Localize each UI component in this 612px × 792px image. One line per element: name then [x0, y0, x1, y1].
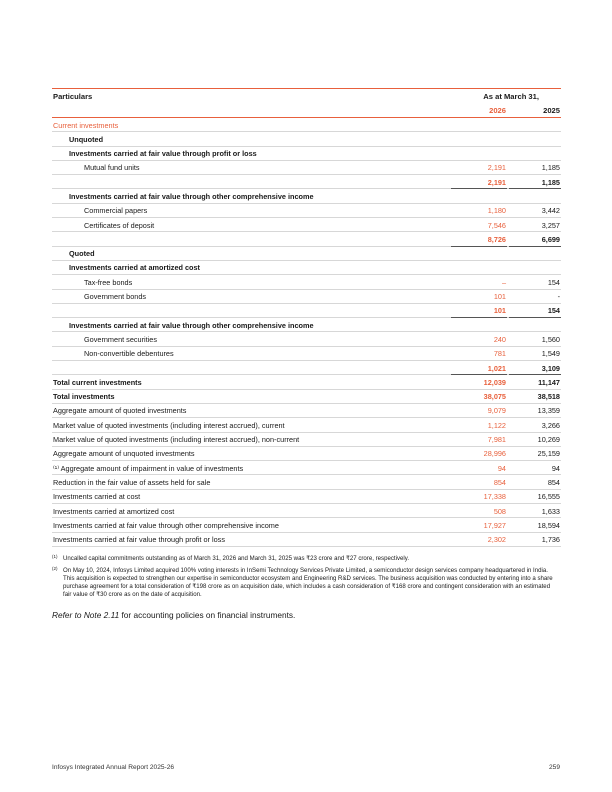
value-2025: 154	[547, 277, 560, 287]
row-label: Commercial papers	[84, 206, 148, 216]
value-2026: 2,191	[487, 177, 506, 187]
year-header-row	[52, 104, 561, 118]
value-2025: 10,269	[537, 435, 560, 445]
table-row	[52, 147, 561, 161]
table-row	[52, 490, 561, 504]
row-label: Market value of quoted investments (including interest accrued), current	[53, 420, 285, 430]
value-2025: 1,549	[541, 349, 560, 359]
value-2026: 240	[493, 334, 506, 344]
table-row	[52, 504, 561, 518]
subtotal-row	[52, 175, 561, 189]
value-2025: 1,633	[541, 506, 560, 516]
row-label: Investments carried at amortized cost	[69, 263, 200, 273]
value-2025: 3,266	[541, 420, 560, 430]
table-row	[52, 275, 561, 289]
table-row	[52, 347, 561, 361]
footnote-marker: (2)	[52, 566, 58, 571]
value-2025: 6,699	[541, 234, 560, 244]
year-2025-header: 2025	[543, 106, 560, 115]
value-2026: 854	[493, 477, 506, 487]
value-2025: 16,555	[537, 492, 560, 502]
value-2026: 101	[493, 306, 506, 316]
row-label: Aggregate amount of unquoted investments	[53, 449, 195, 459]
investments-table	[52, 88, 561, 547]
value-2026: 28,996	[483, 449, 506, 459]
table-row	[52, 433, 561, 447]
value-2026: 12,039	[483, 377, 506, 387]
value-2026: 9,079	[487, 406, 506, 416]
table-body	[52, 118, 561, 547]
table-row	[52, 118, 561, 132]
row-label: Tax-free bonds	[84, 277, 133, 287]
table-row	[52, 461, 561, 475]
row-label: Investments carried at cost	[53, 492, 141, 502]
value-2026: 8,726	[487, 234, 506, 244]
row-label: Government securities	[84, 334, 157, 344]
table-row	[52, 290, 561, 304]
row-label: Total current investments	[53, 377, 142, 387]
table-row	[52, 447, 561, 461]
table-header	[52, 88, 561, 104]
row-label: Investments carried at fair value through profit or loss	[53, 535, 225, 545]
as-at-header: As at March 31,	[483, 92, 539, 101]
table-row	[52, 204, 561, 218]
value-2026: 94	[497, 463, 506, 473]
year-2026-header: 2026	[489, 106, 506, 115]
row-label: Investments carried at amortized cost	[53, 506, 175, 516]
value-2026: 1,122	[487, 420, 506, 430]
row-label: Investments carried at fair value through other comprehensive income	[69, 191, 314, 201]
value-2025: 13,359	[537, 406, 560, 416]
row-label: Market value of quoted investments (including interest accrued), non-current	[53, 435, 300, 445]
table-row	[52, 189, 561, 203]
value-2025: 25,159	[537, 449, 560, 459]
subtotal-row	[52, 361, 561, 375]
value-2025: 3,109	[541, 363, 560, 373]
value-2026: 508	[493, 506, 506, 516]
row-label: Investments carried at fair value through profit or loss	[69, 149, 257, 159]
value-2026: 17,338	[483, 492, 506, 502]
value-2025: -	[557, 292, 560, 302]
note-link[interactable]: Refer to Note 2.11	[52, 610, 120, 620]
refer-text: for accounting policies on financial instruments.	[119, 610, 296, 620]
value-2025: 11,147	[538, 377, 560, 387]
row-label: Quoted	[69, 249, 95, 259]
refer-note	[52, 610, 295, 620]
row-label: Reduction in the fair value of assets held for sale	[53, 477, 211, 487]
table-row	[52, 533, 561, 547]
value-2025: 3,442	[541, 206, 560, 216]
table-row	[52, 475, 561, 489]
row-label: Aggregate amount of quoted investments	[53, 406, 187, 416]
table-row	[52, 132, 561, 146]
footnote-marker: (1)	[52, 554, 58, 559]
row-label: Certificates of deposit	[84, 220, 155, 230]
row-label: Total investments	[53, 392, 115, 402]
footnote-text: On May 10, 2024, Infosys Limited acquired 100% voting interests in InSemi Technology Services Private Limited, a semiconductor design services company headquartered in India. This acquisition is expected to strengthen our expertise in semiconductor ecosystem and Engineering R&D services. The business acquisition was conducted by entering into a share purchase agreement for a total consideration of ₹198 crore as on acquisition date, which includes a cash consideration of ₹168 crore and contingent consideration with an estimated fair value of ₹30 crore as on the date of acquisition.	[63, 567, 553, 598]
table-row	[52, 418, 561, 432]
value-2025: 1,560	[541, 334, 560, 344]
value-2025: 1,185	[541, 177, 560, 187]
value-2026: 17,927	[483, 520, 506, 530]
value-2026: 7,981	[487, 435, 506, 445]
subtotal-row	[52, 232, 561, 246]
row-label: Investments carried at fair value through other comprehensive income	[53, 520, 279, 530]
table-row	[52, 261, 561, 275]
table-row	[52, 404, 561, 418]
value-2025: 854	[547, 477, 560, 487]
row-label: Mutual fund units	[84, 163, 140, 173]
table-row	[52, 518, 561, 532]
value-2026: 38,075	[483, 392, 506, 402]
row-label: Non-convertible debentures	[84, 349, 174, 359]
table-row	[52, 375, 561, 389]
table-row	[52, 390, 561, 404]
table-row	[52, 318, 561, 332]
table-row	[52, 332, 561, 346]
value-2026: 1,021	[487, 363, 506, 373]
value-2025: 38,518	[537, 392, 560, 402]
table-row	[52, 161, 561, 175]
value-2025: 1,185	[541, 163, 560, 173]
row-label: Current investments	[53, 120, 119, 130]
value-2025: 18,594	[537, 520, 560, 530]
value-2026: 7,546	[487, 220, 506, 230]
footnote-2	[52, 567, 560, 599]
row-label: Investments carried at fair value through other comprehensive income	[69, 320, 314, 330]
row-label: ⁽¹⁾ Aggregate amount of impairment in value of investments	[53, 463, 244, 473]
value-2025: 1,736	[541, 535, 560, 545]
page-number: 259	[548, 764, 560, 771]
value-2025: 3,257	[541, 220, 560, 230]
footnote-text: Uncalled capital commitments outstanding as of March 31, 2026 and March 31, 2025 was ₹23 crore and ₹27 crore, respectively.	[63, 555, 410, 562]
table-row	[52, 218, 561, 232]
particulars-header: Particulars	[53, 92, 93, 101]
row-label: Government bonds	[84, 292, 147, 302]
row-label: Unquoted	[69, 134, 104, 144]
value-2026: 101	[493, 292, 506, 302]
value-2026: 2,302	[487, 535, 506, 545]
value-2026: –	[501, 277, 506, 287]
value-2026: 781	[493, 349, 506, 359]
value-2025: 154	[547, 306, 560, 316]
footnote-1	[52, 555, 560, 563]
value-2025: 94	[551, 463, 560, 473]
value-2026: 2,191	[487, 163, 506, 173]
table-row	[52, 247, 561, 261]
subtotal-row	[52, 304, 561, 318]
report-title-footer: Infosys Integrated Annual Report 2025-26	[52, 764, 175, 771]
value-2026: 1,180	[487, 206, 506, 216]
